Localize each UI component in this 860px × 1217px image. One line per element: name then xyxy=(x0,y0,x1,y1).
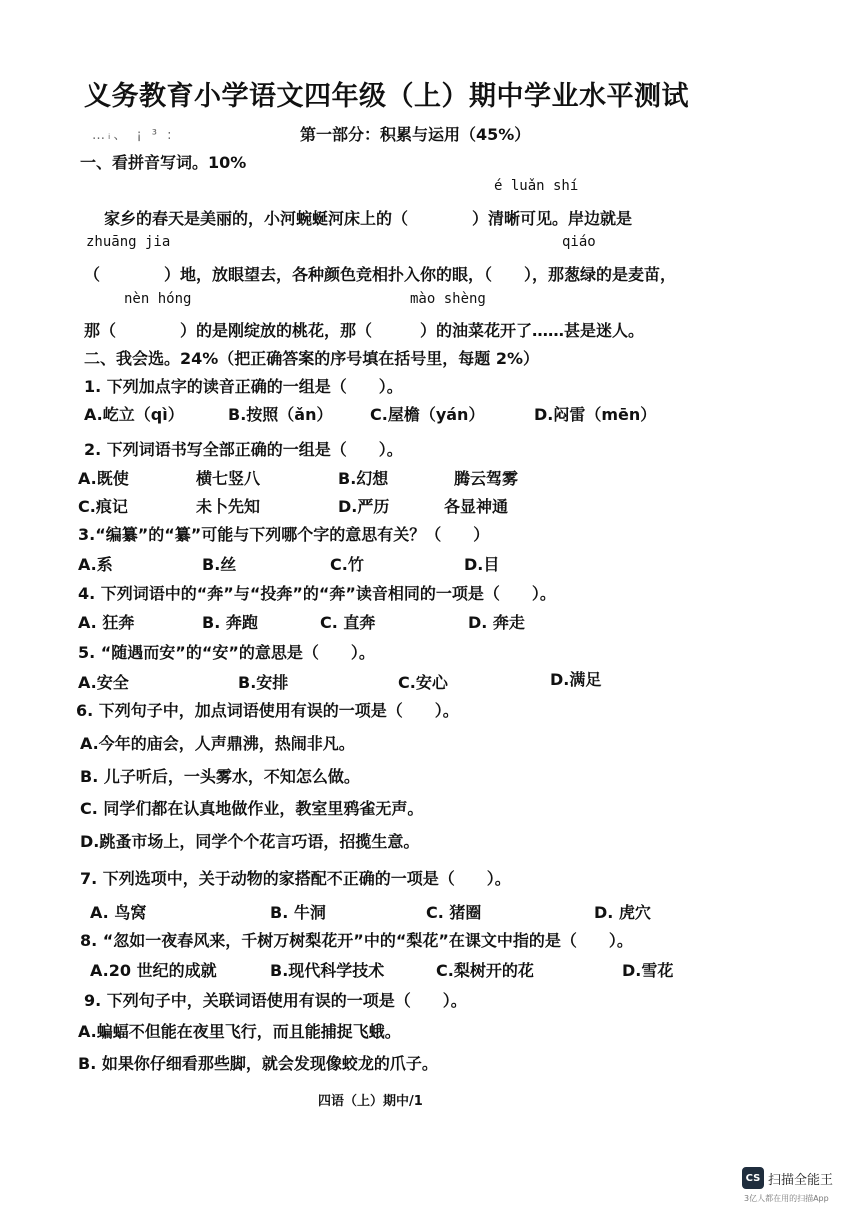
pinyin-zhuangjia: zhuāng jia xyxy=(86,234,171,250)
q2-option-b: B.幻想 xyxy=(338,469,389,488)
q5-option-d: D.满足 xyxy=(550,670,602,689)
q2-option-a: A.既使 xyxy=(78,469,129,488)
pinyin-maosheng: mào shèng xyxy=(410,291,486,307)
q1-option-c: C.屋檐（yán） xyxy=(370,405,485,424)
q4-option-d: D. 奔走 xyxy=(468,613,525,632)
q8-option-b: B.现代科学技术 xyxy=(270,961,385,980)
q8-option-a: A.20 世纪的成就 xyxy=(90,961,217,980)
q5-option-c: C.安心 xyxy=(398,673,448,692)
q6-option-a: A.今年的庙会，人声鼎沸，热闹非凡。 xyxy=(80,734,355,753)
watermark-brand: 扫描全能王 xyxy=(768,1173,834,1188)
q6-option-c: C. 同学们都在认真地做作业，教室里鸦雀无声。 xyxy=(80,799,424,818)
q4-option-b: B. 奔跑 xyxy=(202,613,258,632)
question-2: 2. 下列词语书写全部正确的一组是（ ）。 xyxy=(84,440,403,459)
passage-line-1: 家乡的春天是美丽的，小河蜿蜒河床上的（ ）清晰可见。岸边就是 xyxy=(104,209,633,228)
q1-option-a: A.屹立（qì） xyxy=(84,405,184,424)
q5-option-b: B.安排 xyxy=(238,673,289,692)
q7-option-d: D. 虎穴 xyxy=(594,903,651,922)
q2-option-a-word2: 横七竖八 xyxy=(196,469,261,488)
q2-option-c: C.痕记 xyxy=(78,497,128,516)
pinyin-qiao: qiáo xyxy=(562,234,596,250)
q2-option-c-word2: 未卜先知 xyxy=(196,497,261,516)
part-one-heading: 第一部分：积累与运用（45%） xyxy=(300,125,531,144)
scan-smudge: …ᵢ、 ¡ ³ : xyxy=(92,128,175,143)
question-8: 8. “忽如一夜春风来，千树万树梨花开”中的“梨花”在课文中指的是（ ）。 xyxy=(80,931,633,950)
exam-title: 义务教育小学语文四年级（上）期中学业水平测试 xyxy=(84,81,689,112)
q6-option-b: B. 儿子听后，一头雾水，不知怎么做。 xyxy=(80,767,360,786)
question-6: 6. 下列句子中，加点词语使用有误的一项是（ ）。 xyxy=(76,701,459,720)
watermark-tagline: 3亿人都在用的扫描App xyxy=(744,1194,829,1203)
passage-line-2: （ ）地，放眼望去，各种颜色竞相扑入你的眼，（ ），那葱绿的是麦苗， xyxy=(84,265,677,284)
question-3: 3.“编纂”的“纂”可能与下列哪个字的意思有关？（ ） xyxy=(78,525,490,544)
passage-line-3: 那（ ）的是刚绽放的桃花，那（ ）的油菜花开了……甚是迷人。 xyxy=(84,321,645,340)
section-one-heading: 一、看拼音写词。10% xyxy=(80,153,247,172)
question-5: 5. “随遇而安”的“安”的意思是（ ）。 xyxy=(78,643,375,662)
camscanner-logo-icon: CS xyxy=(742,1167,764,1189)
page-footer: 四语（上）期中/1 xyxy=(318,1094,423,1109)
q4-option-a: A. 狂奔 xyxy=(78,613,135,632)
q7-option-b: B. 牛洞 xyxy=(270,903,326,922)
q5-option-a: A.安全 xyxy=(78,673,129,692)
q4-option-c: C. 直奔 xyxy=(320,613,376,632)
q2-option-d: D.严历 xyxy=(338,497,390,516)
q3-option-d: D.目 xyxy=(464,555,500,574)
question-7: 7. 下列选项中，关于动物的家搭配不正确的一项是（ ）。 xyxy=(80,869,511,888)
q8-option-c: C.梨树开的花 xyxy=(436,961,534,980)
q1-option-b: B.按照（ǎn） xyxy=(228,405,333,424)
section-two-heading: 二、我会选。24%（把正确答案的序号填在括号里，每题 2%） xyxy=(84,349,540,368)
q8-option-d: D.雪花 xyxy=(622,961,674,980)
q3-option-a: A.系 xyxy=(78,555,113,574)
pinyin-nenhong: nèn hóng xyxy=(124,291,192,307)
pinyin-eluanshi: é luǎn shí xyxy=(494,178,579,194)
question-9: 9. 下列句子中，关联词语使用有误的一项是（ ）。 xyxy=(84,991,467,1010)
q7-option-a: A. 鸟窝 xyxy=(90,903,147,922)
q3-option-b: B.丝 xyxy=(202,555,237,574)
q9-option-a: A.蝙蝠不但能在夜里飞行，而且能捕捉飞蛾。 xyxy=(78,1022,401,1041)
q9-option-b: B. 如果你仔细看那些脚，就会发现像蛟龙的爪子。 xyxy=(78,1054,438,1073)
question-1: 1. 下列加点字的读音正确的一组是（ ）。 xyxy=(84,377,403,396)
q2-option-b-word2: 腾云驾雾 xyxy=(454,469,519,488)
q3-option-c: C.竹 xyxy=(330,555,364,574)
question-4: 4. 下列词语中的“奔”与“投奔”的“奔”读音相同的一项是（ ）。 xyxy=(78,584,556,603)
q6-option-d: D.跳蚤市场上，同学个个花言巧语，招揽生意。 xyxy=(80,832,420,851)
q7-option-c: C. 猪圈 xyxy=(426,903,482,922)
q1-option-d: D.闷雷（mēn） xyxy=(534,405,657,424)
q2-option-d-word2: 各显神通 xyxy=(444,497,509,516)
